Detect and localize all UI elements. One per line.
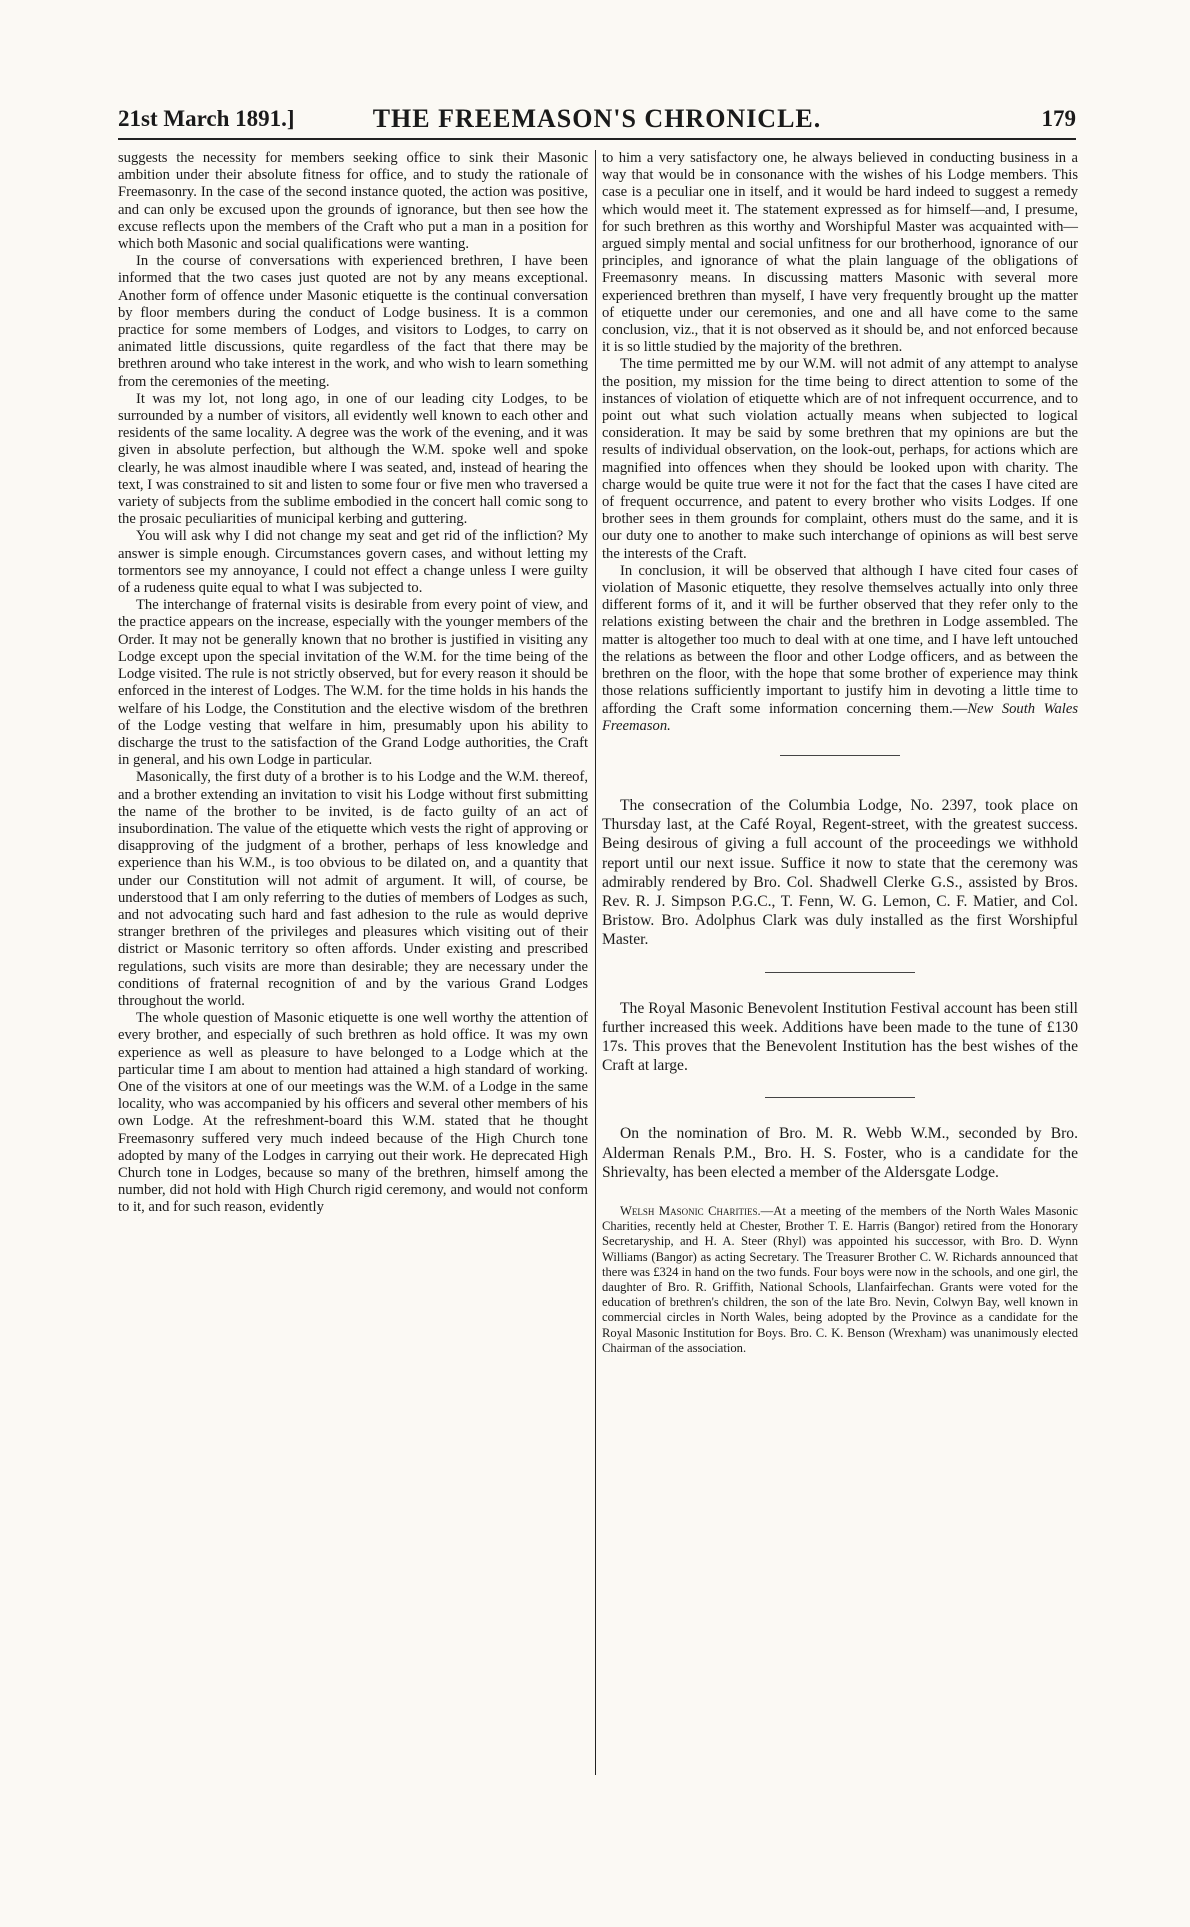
column-divider [595,150,596,1775]
paragraph: In conclusion, it will be observed that although I have cited four cases of violation of Masonic etiquette, they resolve themselves actually into only three different forms of it, and it will be further observed that they refer only to the relations existing between the chair and the brethren in Lodge assembled. The matter is altogether too much to deal with at one time, and I have left untouched the relations as between the floor and other Lodge officers, and as between the brethren on the floor, with the hope that some brother of experience may think those relations sufficiently important to justify him in devoting a little time to affording the Craft some information concerning them.—New South Wales Freemason. [602,562,1078,734]
page-header [118,100,1076,136]
page-number: 179 [1041,106,1076,131]
right-column [602,150,1078,1356]
welsh-body: —At a meeting of the members of the North Wales Masonic Charities, recently held at Chester, Brother T. E. Harris (Bangor) retired from the Honorary Secretaryship, and H. A. Steer (Rhyl) was appointed his successor, with Bro. D. Wynn Williams (Bangor) as acting Secretary. The Treasurer Brother C. W. Richards announced that there was £324 in hand on the two funds. Four boys were now in the schools, and one girl, the daughter of Bro. R. Griffith, National Schools, Llanfairfechan. Grants were voted for the education of brethren's children, the son of the late Bro. Nevin, Colwyn Bay, well known in commercial circles in North Wales, being adopted by the Province as a candidate for the Royal Masonic Institution for Boys. Bro. C. K. Benson (Wrexham) was unanimously elected Chairman of the association. [602,1203,1078,1355]
issue-date: 21st March 1891.] [118,106,295,131]
paragraph: The whole question of Masonic etiquette is one well worthy the attention of every brother, and especially of such brethren as hold office. It was my own experience as well as pleasure to have belonged to a Lodge which at the particular time I am about to mention had attained a high standard of working. One of the visitors at one of our meetings was the W.M. of a Lodge in the same locality, who was accompanied by his officers and several other members of his own Lodge. At the refreshment-board this W.M. stated that he thought Freemasonry suffered very much indeed because of the High Church tone adopted by many of the Lodges in carrying out their work. He deprecated High Church tone in Lodges, because so many of the brethren, himself among the number, did not hold with High Church rigid ceremony, and would not conform to it, and for such reason, evidently [118,1010,588,1216]
news-item-aldersgate-nomination: On the nomination of Bro. M. R. Webb W.M., seconded by Bro. Alderman Renals P.M., Bro. H. S. Foster, who is a candidate for the Shrievalty, has been elected a member of the Aldersgate Lodge. [602,1125,1078,1181]
paragraph: Masonically, the first duty of a brother is to his Lodge and the W.M. thereof, and a brother extending an invitation to visit his Lodge without first submitting the name of the brother to be invited, is de facto guilty of an act of insubordination. The value of the etiquette which vests the right of approving or disapproving of the judgment of a brother, perhaps of less knowledge and experience than his W.M., is too obvious to be dilated on, and a quantity that under our Constitution will not admit of argument. It will, of course, be understood that I am only referring to the duties of members of Lodges as such, and not advocating such hard and fast adhesion to the rule as would deprive stranger brethren of the privileges and pleasures which visiting out of their district or Masonic territory so often affords. Under existing and prescribed regulations, such visits are more than desirable; they are necessary under the conditions of fraternal recognition of and by the various Grand Lodges throughout the world. [118,769,588,1009]
news-item-welsh-charities [602,1204,1078,1356]
paragraph-text: In conclusion, it will be observed that although I have cited four cases of violation of Masonic etiquette, they resolve themselves actually into only three different forms of it, and it will be further observed that they refer only to the relations existing between the chair and the brethren in Lodge assembled. The matter is altogether too much to deal with at one time, and I have left untouched the relations as between the floor and other Lodge officers, and as between the brethren on the floor, with the hope that some brother of experience may think those relations sufficiently important to justify him in devoting a little time to affording the Craft some information concerning them. [602,562,1078,717]
section-separator [780,755,900,756]
paragraph: to him a very satisfactory one, he always believed in conducting business in a way that would be in consonance with the wishes of his Lodge members. This case is a peculiar one in itself, and it would be hard indeed to suggest a remedy which would meet it. The statement expressed as for himself—and, I presume, for such brethren as this worthy and Worshipful Master was acquainted with—argued simply mental and social unfitness for our brotherhood, ignorance of our principles, and ignorance of what the plain language of the obligations of Freemasonry means. In discussing matters Masonic with several more experienced brethren than myself, I have very frequently brought up the matter of etiquette under our ceremonies, and one and all have come to the same conclusion, viz., that it is not observed as it should be, and not enforced because it is so little studied by the majority of the brethren. [602,150,1078,356]
news-item-columbia-lodge: The consecration of the Columbia Lodge, No. 2397, took place on Thursday last, at the Café Royal, Regent-street, with the greatest success. Being desirous of giving a full account of the proceedings we withhold report until our next issue. Suffice it now to state that the ceremony was admirably rendered by Bro. Col. Shadwell Clerke G.S., assisted by Bros. Rev. R. J. Simpson P.G.C., T. Fenn, W. G. Lemon, C. F. Matier, and Col. Bristow. Bro. Adolphus Clark was duly installed as the first Worshipful Master. [602,796,1078,949]
news-item-benevolent-institution: The Royal Masonic Benevolent Institution Festival account has been still further increased this week. Additions have been made to the tune of £130 17s. This proves that the Benevolent Institution has the best wishes of the Craft at large. [602,999,1078,1075]
paragraph: suggests the necessity for members seeking office to sink their Masonic ambition under their absolute fitness for office, and to study the rationale of Freemasonry. In the case of the second instance quoted, the action was positive, and can only be excused upon the grounds of ignorance, but then see how the excuse reflects upon the members of the Craft who put a man in a position for which both Masonic and social qualifications were wanting. [118,150,588,253]
publication-title: THE FREEMASON'S CHRONICLE. [372,104,822,133]
paragraph: The time permitted me by our W.M. will not admit of any attempt to analyse the position, my mission for the time being to direct attention to some of the instances of violation of etiquette which are of not infrequent occurrence, and to point out what such violation actually means when subjected to logical consideration. It may be said by some brethren that my opinions are but the results of individual observation, on the look-out, perhaps, for actions which are magnified into offences when they should be looked upon with charity. The charge would be quite true were it not for the fact that the cases I have cited are of frequent occurrence, and patent to every brother who visits Lodges. If one brother sees in them grounds for complaint, others must do the same, and it is our duty one to another to make such interchange of opinions as will best serve the interests of the Craft. [602,356,1078,562]
section-separator [765,972,915,973]
paragraph: In the course of conversations with experienced brethren, I have been informed that the two cases just quoted are not by any means exceptional. Another form of offence under Masonic etiquette is the continual conversation by floor members during the conduct of Lodge business. It is a common practice for some members of Lodges, and visitors to Lodges, to carry on animated little discussions, quite regardless of the fact that there may be brethren around who take interest in the work, and who wish to learn something from the ceremonies of the meeting. [118,253,588,390]
welsh-heading: Welsh Masonic Charities. [620,1203,761,1218]
paragraph: It was my lot, not long ago, in one of our leading city Lodges, to be surrounded by a number of visitors, all evidently well known to each other and residents of the same locality. A degree was the work of the evening, and it was given in absolute perfection, but although the W.M. spoke well and spoke clearly, he was almost inaudible where I was seated, and, instead of hearing the text, I was constrained to sit and listen to some four or five men who traversed a variety of subjects from the sublime embodied in the concert hall comic song to the prosaic peculiarities of municipal kerbing and guttering. [118,390,588,528]
source-credit: New South Wales Freemason. [602,700,1078,734]
paragraph: You will ask why I did not change my seat and get rid of the infliction? My answer is simple enough. Circumstances govern cases, and without letting my tormentors see my annoyance, I could not effect a change unless I were guilty of a rudeness quite equal to what I was subjected to. [118,528,588,597]
left-column [118,150,588,1217]
header-rule [118,138,1076,140]
section-separator [765,1097,915,1098]
paragraph: The interchange of fraternal visits is desirable from every point of view, and the practice appears on the increase, especially with the younger members of the Order. It may not be generally known that no brother is justified in visiting any Lodge except upon the special invitation of the W.M. for the time being of the Lodge visited. The rule is not strictly observed, but for every reason it should be enforced in the interest of Lodges. The W.M. for the time holds in his hands the welfare of his Lodge, the Constitution and the elective wisdom of the brethren of the Lodge vesting that welfare in him, presumably upon his ability to discharge the trust to the satisfaction of the Grand Lodge authorities, the Craft in general, and his own Lodge in particular. [118,597,588,769]
